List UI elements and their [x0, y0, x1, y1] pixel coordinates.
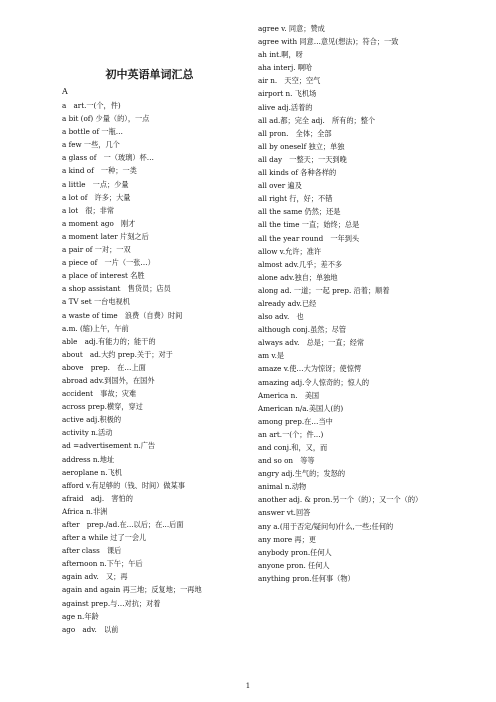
vocab-entry: active adj.积极的 — [62, 415, 122, 425]
vocab-entry: a shop assistant 售货员；店员 — [62, 284, 171, 294]
vocab-entry: all day 一整天；一天到晚 — [258, 154, 347, 164]
vocab-entry: another adj. & pron.另一个（的）；又一个（的） — [258, 495, 423, 505]
vocab-entry: activity n.活动 — [62, 428, 113, 438]
vocab-entry: able adj.有能力的；能干的 — [62, 336, 156, 346]
page-number: 1 — [245, 682, 251, 690]
vocab-entry: after prep./ad.在...以后；在...后面 — [62, 520, 184, 529]
vocab-entry: any a.(用于否定/疑问句)什么,一些;任何的 — [258, 521, 394, 531]
vocab-entry: aha interj. 啊哈 — [258, 63, 313, 73]
vocab-entry: age n.年龄 — [62, 611, 99, 621]
vocab-entry: all by oneself 独立；单独 — [258, 141, 345, 151]
vocab-entry: anybody pron.任何人 — [258, 547, 332, 557]
vocab-entry: a bit (of) 少量（的），一点 — [62, 114, 150, 124]
left-entry-list — [62, 99, 237, 636]
vocab-entry: a piece of 一片（一张…） — [62, 258, 155, 268]
vocab-entry: anyone pron. 任何人 — [258, 560, 330, 570]
vocab-entry: a TV set 一台电视机 — [62, 297, 130, 307]
vocab-entry: ad =advertisement n.广告 — [62, 441, 156, 451]
vocab-entry: afford v.有足够的（钱、时间）做某事 — [62, 480, 185, 490]
vocab-entry: agree with 同意…意见(想法)；符合；一致 — [258, 37, 399, 47]
vocab-entry: along ad. 一道；一起 prep. 沿着；顺着 — [258, 285, 390, 295]
vocab-entry: all kinds of 各种各样的 — [258, 168, 337, 178]
vocab-entry: a place of interest 名胜 — [62, 271, 145, 281]
vocab-entry: a kind of 一种；一类 — [62, 166, 137, 176]
vocab-entry: a waste of time 浪费（自费）时间 — [62, 310, 183, 320]
document-title: 初中英语单词汇总 — [105, 68, 194, 81]
vocab-entry: all ad.都；完全 adj. 所有的；整个 — [258, 115, 376, 125]
vocab-entry: all the same 仍然；还是 — [258, 207, 341, 217]
right-entry-list — [258, 22, 444, 585]
vocab-entry: anything pron.任何事（物） — [258, 573, 355, 583]
vocab-entry: amaze v.使…大为惊讶；使惊愕 — [258, 364, 362, 374]
vocab-entry: always adv. 总是；一直；经常 — [258, 338, 365, 348]
vocab-entry: allow v.允许；准许 — [258, 246, 322, 256]
vocab-entry: a.m. (缩)上午，午前 — [62, 323, 129, 333]
vocab-entry: although conj.虽然；尽管 — [258, 325, 347, 335]
vocab-entry: amazing adj.令人惊奇的；惊人的 — [258, 377, 370, 387]
vocab-entry: above prep. 在…上面 — [62, 362, 146, 372]
vocab-entry: afternoon n.下午；午后 — [62, 559, 143, 569]
vocab-entry: agree v. 同意；赞成 — [258, 24, 325, 33]
vocab-entry: airport n. 飞机场 — [258, 89, 317, 99]
vocab-entry: America n. 美国 — [258, 390, 320, 400]
vocab-entry: American n/a.美国人(的) — [258, 403, 344, 413]
vocab-entry: aeroplane n.飞机 — [62, 467, 122, 477]
vocab-entry: and conj.和，又，而 — [258, 443, 328, 452]
vocab-entry: accident 事故；灾难 — [62, 389, 137, 399]
vocab-entry: already adv.已经 — [258, 298, 317, 308]
vocab-entry: a art.一(个，件) — [62, 101, 121, 110]
vocab-entry: air n. 天空；空气 — [258, 76, 321, 86]
vocab-entry: among prep.在…当中 — [258, 416, 333, 426]
vocab-entry: against prep.与…对抗；对着 — [62, 598, 161, 608]
vocab-entry: after class 课后 — [62, 546, 122, 556]
vocab-entry: all pron. 全体；全部 — [258, 128, 332, 138]
vocab-entry: answer vt.回答 — [258, 508, 311, 518]
vocab-entry: almost adv.几乎；差不多 — [258, 259, 343, 269]
vocab-entry: all over 遍及 — [258, 181, 302, 191]
vocab-entry: all right 行，好；不错 — [258, 194, 333, 204]
vocab-entry: alive adj.活着的 — [258, 102, 313, 112]
vocab-entry: an art.一(个；件...) — [258, 429, 324, 439]
vocab-entry: ah int.啊，呀 — [258, 50, 303, 60]
vocab-entry: any more 再；更 — [258, 534, 316, 544]
vocab-entry: afraid adj. 害怕的 — [62, 493, 133, 503]
vocab-entry: alone adv.独自；单独地 — [258, 272, 338, 282]
vocab-entry: a little 一点；少量 — [62, 179, 129, 189]
vocab-entry: ago adv. 以前 — [62, 624, 119, 634]
section-letter: A — [62, 87, 68, 96]
vocab-entry: all the year round 一年到头 — [258, 233, 360, 243]
vocab-entry: across prep.横穿，穿过 — [62, 402, 143, 412]
vocab-entry: all the time 一直；始终；总是 — [258, 220, 360, 230]
vocab-entry: a glass of 一（玻璃）杯… — [62, 153, 154, 163]
vocab-entry: a few 一些，几个 — [62, 140, 120, 150]
vocab-entry: a pair of 一对；一双 — [62, 245, 131, 255]
vocab-entry: a lot of 许多；大量 — [62, 192, 131, 202]
vocab-entry: animal n.动物 — [258, 482, 307, 492]
vocab-entry: and so on 等等 — [258, 456, 315, 466]
vocab-entry: also adv. 也 — [258, 312, 304, 322]
vocab-entry: a lot 很；非常 — [62, 205, 115, 215]
vocab-entry: a bottle of 一瓶… — [62, 127, 123, 137]
vocab-entry: again adv. 又；再 — [62, 572, 128, 582]
vocab-entry: am v.是 — [258, 351, 285, 361]
vocab-entry: a moment ago 刚才 — [62, 218, 136, 228]
vocab-entry: again and again 再三地；反复地；一再地 — [62, 585, 202, 595]
vocab-entry: after a while 过了一会儿 — [62, 533, 147, 543]
vocab-entry: abroad adv.到国外，在国外 — [62, 375, 155, 385]
vocab-entry: a moment later 片刻之后 — [62, 231, 149, 241]
vocab-entry: about ad.大约 prep.关于；对于 — [62, 349, 173, 359]
vocab-entry: Africa n.非洲 — [62, 506, 108, 516]
vocab-entry: address n.地址 — [62, 454, 115, 464]
vocab-entry: angry adj.生气的；发怒的 — [258, 469, 346, 479]
